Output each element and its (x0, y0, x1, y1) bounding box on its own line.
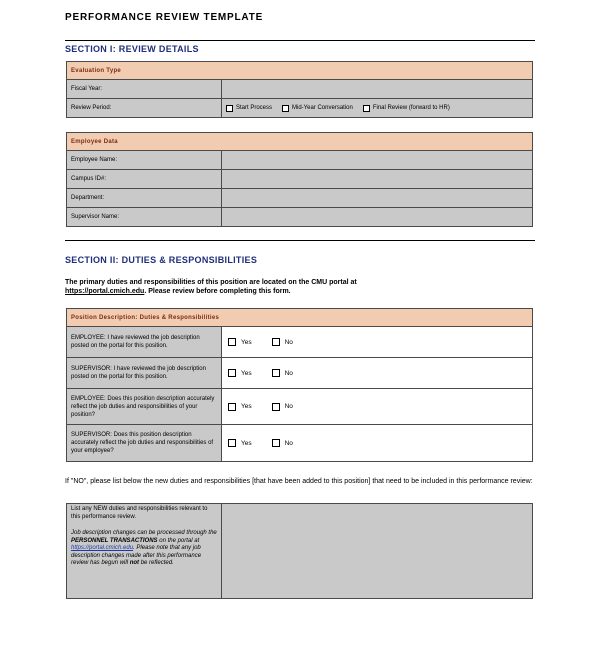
q2-yes-option[interactable]: Yes (228, 369, 252, 377)
checkbox-icon[interactable] (272, 338, 280, 346)
q1-no-option[interactable]: No (272, 338, 293, 346)
checkbox-icon[interactable] (272, 369, 280, 377)
checkbox-icon[interactable] (272, 403, 280, 411)
campus-id-label: Campus ID#: (67, 170, 222, 189)
checkbox-icon[interactable] (228, 403, 236, 411)
q4-no-option[interactable]: No (272, 439, 293, 447)
review-period-option-start[interactable]: Start Process (226, 105, 272, 112)
checkbox-icon[interactable] (226, 105, 233, 112)
new-duties-field[interactable] (222, 504, 533, 599)
department-field[interactable] (222, 189, 533, 208)
question-supervisor-accurate: SUPERVISOR: Does this position description accurately reflect the job duties and responsibilities of your employee? (67, 425, 222, 462)
section-2-title: SECTION II: DUTIES & RESPONSIBILITIES (65, 255, 258, 265)
section-2-rule (65, 240, 535, 241)
job-description-note: Job description changes can be processed through the PERSONNEL TRANSACTIONS on the portal at https://portal.cmich.edu. Please note that any job description changes made after this performance review has begun will not be reflected. (71, 530, 217, 566)
question-employee-accurate: EMPLOYEE: Does this position description accurately reflect the job duties and responsibilities of your position? (67, 389, 222, 425)
question-supervisor-reviewed: SUPERVISOR: I have reviewed the job description posted on the portal for this position. (67, 358, 222, 389)
section-2-intro: The primary duties and responsibilities of this position are located on the CMU portal at https://portal.cmich.edu. Please review before completing this form. (65, 279, 357, 295)
employee-data-table (66, 132, 533, 227)
department-label: Department: (67, 189, 222, 208)
supervisor-name-label: Supervisor Name: (67, 208, 222, 227)
q2-no-option[interactable]: No (272, 369, 293, 377)
new-duties-table (66, 503, 533, 599)
q4-yes-option[interactable]: Yes (228, 439, 252, 447)
review-period-option-midyear[interactable]: Mid-Year Conversation (282, 105, 353, 112)
checkbox-icon[interactable] (272, 439, 280, 447)
evaluation-type-table (66, 61, 533, 118)
portal-note-link[interactable]: https://portal.cmich.edu (71, 545, 134, 551)
supervisor-name-field[interactable] (222, 208, 533, 227)
employee-name-label: Employee Name: (67, 151, 222, 170)
portal-link[interactable]: https://portal.cmich.edu (65, 288, 145, 295)
review-period-field (222, 99, 533, 118)
checkbox-icon[interactable] (363, 105, 370, 112)
section-1-rule (65, 40, 535, 41)
fiscal-year-field[interactable] (222, 80, 533, 99)
checkbox-icon[interactable] (282, 105, 289, 112)
new-duties-instructions (67, 504, 222, 599)
position-description-header: Position Description: Duties & Responsibilities (67, 309, 533, 327)
question-employee-reviewed: EMPLOYEE: I have reviewed the job description posted on the portal for this position. (67, 327, 222, 358)
campus-id-field[interactable] (222, 170, 533, 189)
employee-name-field[interactable] (222, 151, 533, 170)
followup-instructions: If "NO", please list below the new duties and responsibilities [that have been added to this position] that need to be included in this performance review: (65, 478, 533, 485)
checkbox-icon[interactable] (228, 369, 236, 377)
section-1-title: SECTION I: REVIEW DETAILS (65, 44, 199, 54)
review-period-option-final[interactable]: Final Review (forward to HR) (363, 105, 450, 112)
checkbox-icon[interactable] (228, 439, 236, 447)
q3-yes-option[interactable]: Yes (228, 403, 252, 411)
q1-yes-option[interactable]: Yes (228, 338, 252, 346)
fiscal-year-label: Fiscal Year: (67, 80, 222, 99)
checkbox-icon[interactable] (228, 338, 236, 346)
position-description-table (66, 308, 533, 462)
review-period-label: Review Period: (67, 99, 222, 118)
document-title: PERFORMANCE REVIEW TEMPLATE (65, 12, 264, 23)
q3-no-option[interactable]: No (272, 403, 293, 411)
employee-data-header: Employee Data (67, 133, 533, 151)
new-duties-prompt: List any NEW duties and responsibilities relevant to this performance review. (71, 506, 208, 520)
evaluation-type-header: Evaluation Type (67, 62, 533, 80)
